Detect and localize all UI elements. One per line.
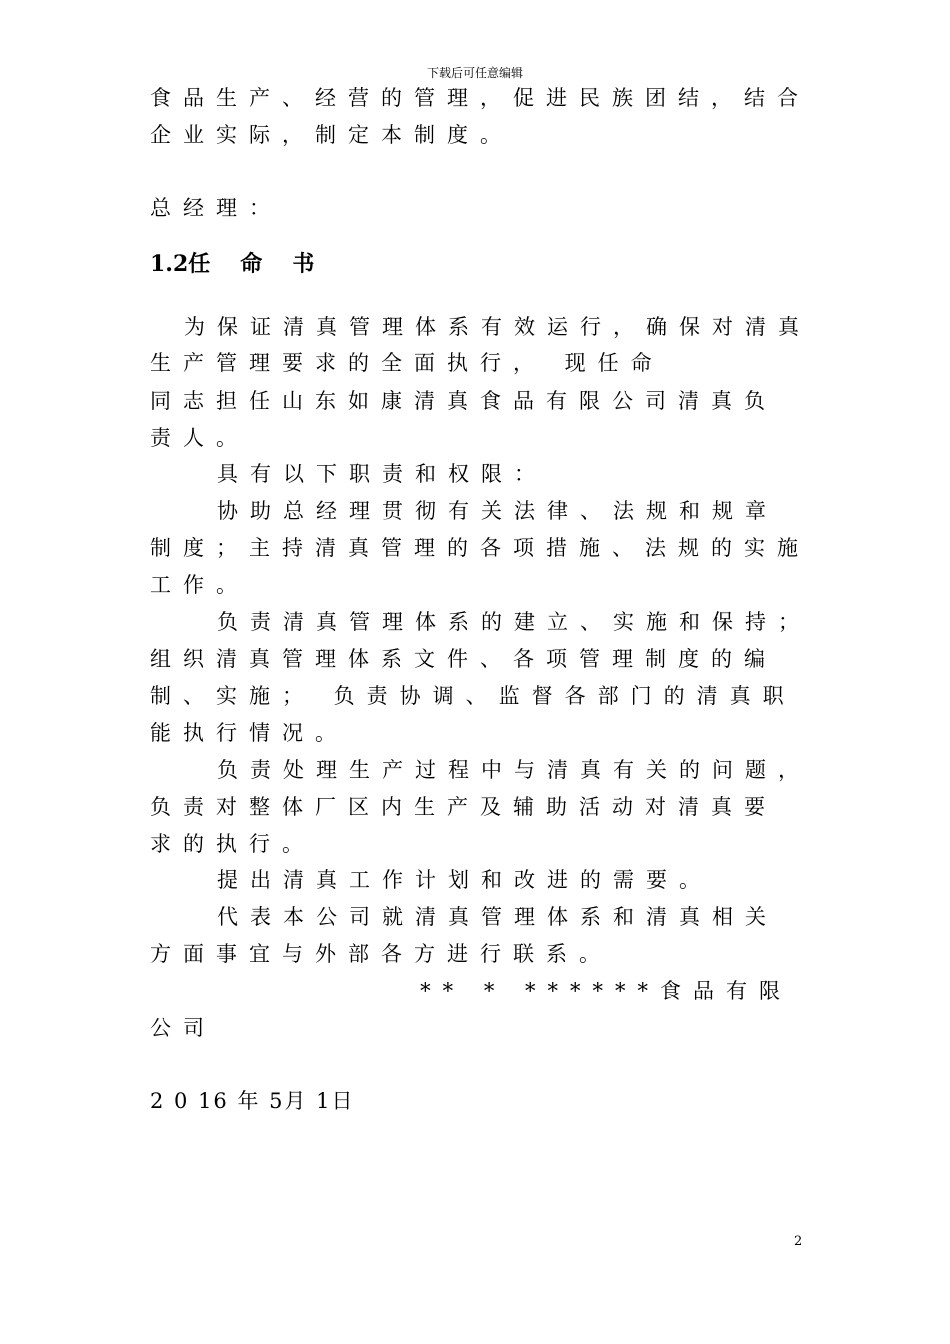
body-line-9: 负责清真管理体系的建立、实施和保持； [217,610,811,634]
intro-line-2: 企业实际，制定本制度。 [150,123,513,147]
body-line-11: 制、实施； 负责协调、监督各部门的清真职 [150,684,796,708]
body-line-7: 制度；主持清真管理的各项措施、法规的实施 [150,536,810,560]
body-line-4: 责人。 [150,426,249,450]
company-name-line-2: 公司 [150,1016,216,1040]
body-line-15: 求的执行。 [150,832,315,856]
section-title-char-3: 书 [292,251,315,277]
body-line-6: 协助总经理贯彻有关法律、法规和规章 [217,499,778,523]
section-heading [150,250,314,278]
body-line-18: 方面事宜与外部各方进行联系。 [150,942,612,966]
body-line-8: 工作。 [150,573,249,597]
document-date: 2 0 16 年 5月 1日 [150,1089,355,1113]
body-line-2: 生产管理要求的全面执行， 现任命 [150,351,664,375]
body-line-17: 代表本公司就清真管理体系和清真相关 [217,905,778,929]
body-line-13: 负责处理生产过程中与清真有关的问题， [217,758,811,782]
body-line-12: 能执行情况。 [150,721,348,745]
intro-line-1: 食品生产、经营的管理，促进民族团结，结合 [150,86,810,110]
section-title-char-2: 命 [240,251,263,277]
company-name-line-1: ** * ******食品有限 [420,979,792,1003]
body-line-14: 负责对整体厂区内生产及辅助活动对清真要 [150,795,777,819]
body-line-1: 为保证清真管理体系有效运行，确保对清真 [184,315,811,339]
body-line-16: 提出清真工作计划和改进的需要。 [217,868,712,892]
general-manager-signature-label: 总经理： [150,196,282,220]
page-number: 2 [794,1234,803,1249]
section-title-char-1: 任 [188,251,211,277]
section-number: 1.2 [150,251,189,277]
body-line-5: 具有以下职责和权限： [217,462,547,486]
header-note: 下载后可任意编辑 [426,66,523,80]
body-line-10: 组织清真管理体系文件、各项管理制度的编 [150,647,777,671]
body-line-3: 同志担任山东如康清真食品有限公司清真负 [150,389,777,413]
